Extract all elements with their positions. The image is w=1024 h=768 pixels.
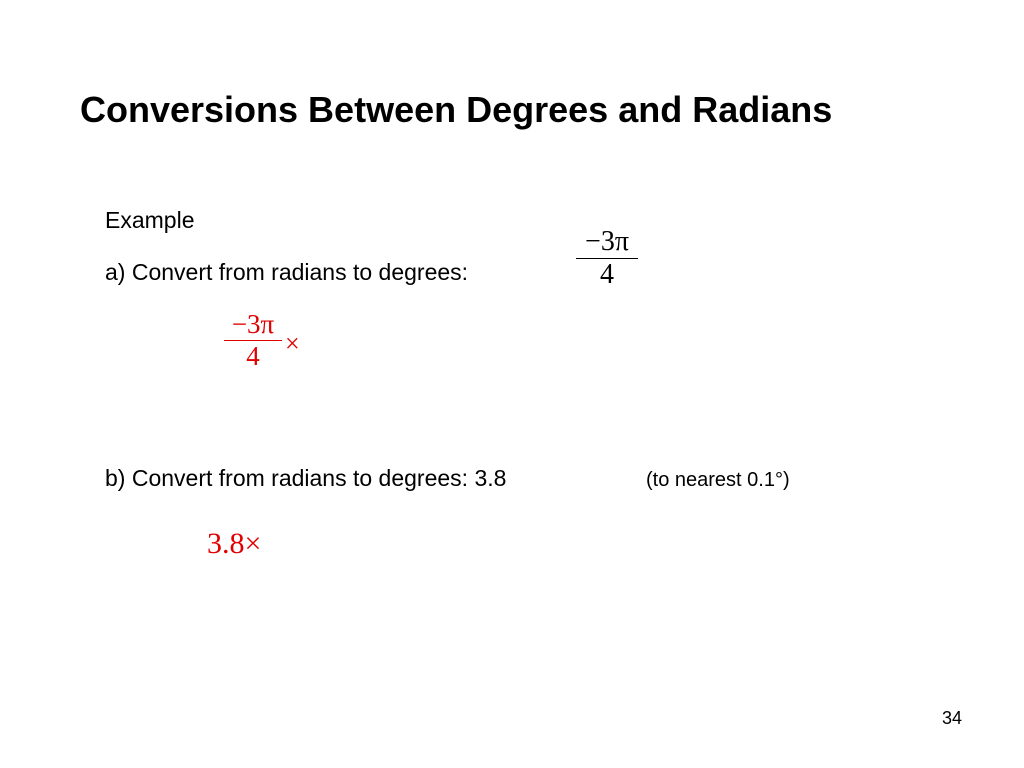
work-a-numerator: −3π xyxy=(231,309,275,339)
slide-title: Conversions Between Degrees and Radians xyxy=(80,89,833,130)
given-fraction xyxy=(576,226,638,291)
example-label: Example xyxy=(105,207,195,233)
work-a-times-symbol: × xyxy=(285,329,300,358)
page-number: 34 xyxy=(941,708,962,728)
work-a-denominator: 4 xyxy=(246,341,260,371)
given-numerator: −3π xyxy=(585,226,629,257)
part-b-prompt: b) Convert from radians to degrees: 3.8 xyxy=(105,465,507,491)
part-a-prompt: a) Convert from radians to degrees: xyxy=(105,259,469,285)
work-fraction-a xyxy=(224,309,282,372)
part-b-note: (to nearest 0.1°) xyxy=(646,469,790,491)
work-b-expression: 3.8× xyxy=(207,527,262,560)
given-denominator: 4 xyxy=(600,259,614,290)
